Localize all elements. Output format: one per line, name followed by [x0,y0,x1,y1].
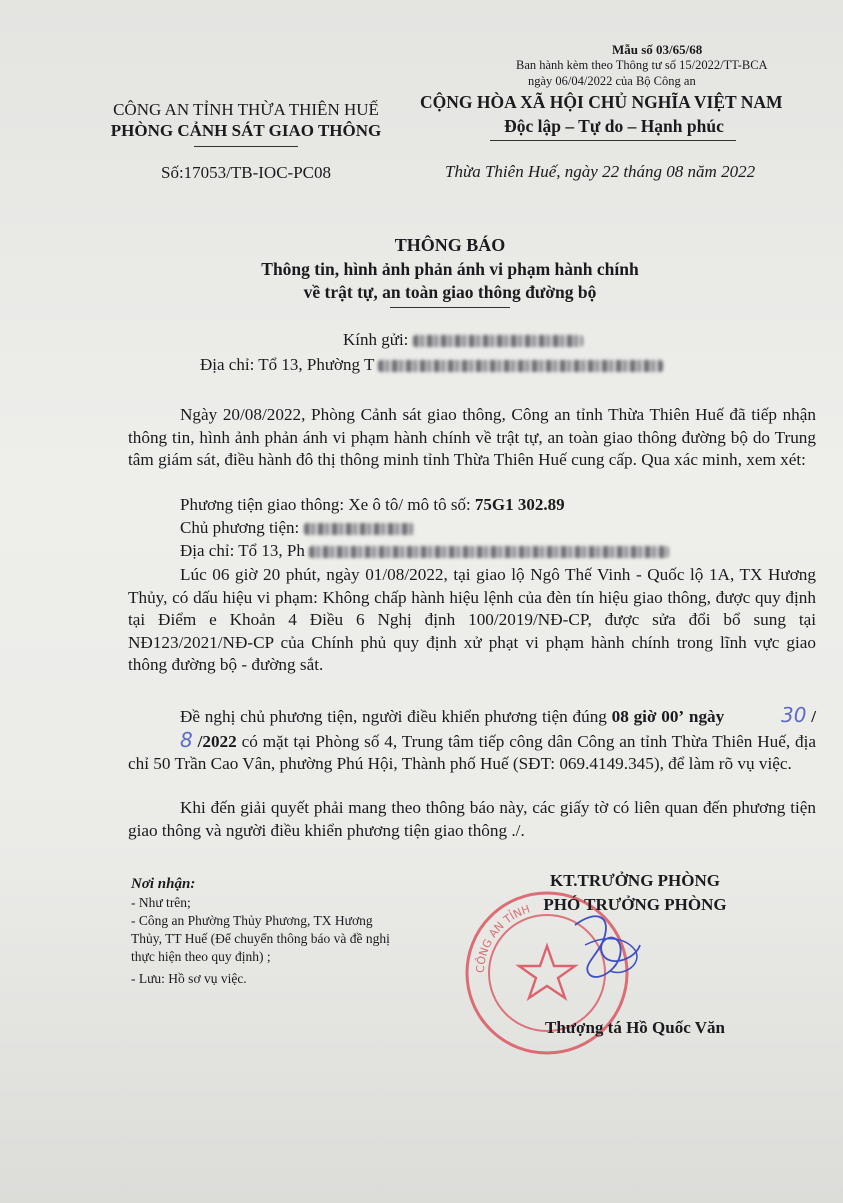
summons-separator: / [811,707,817,726]
receiver-item-1: - Như trên; [131,895,191,910]
receivers-title: Nơi nhận: [131,876,196,892]
recipient-address-line [200,355,663,375]
summons-day-handwritten: 30 [781,703,807,727]
signature-title-1: KT.TRƯỞNG PHÒNG [550,871,720,890]
receiver-item-2-line1: - Công an Phường Thủy Phương, TX Hương [131,913,373,928]
handwritten-signature [565,905,665,985]
receiver-item-2-line3: thực hiện theo quy định) ; [131,949,271,964]
owner-label: Chủ phương tiện: [180,518,300,537]
agency-dept: PHÒNG CẢNH SÁT GIAO THÔNG [110,121,382,140]
vehicle-line [180,495,565,515]
agency-parent: CÔNG AN TỈNH THỪA THIÊN HUẾ [113,100,379,119]
heading-underline [390,307,510,308]
owner-line [180,518,414,538]
notice-subtitle-1: Thông tin, hình ảnh phản ánh vi phạm hành chính [261,259,639,279]
form-number: Mẫu số 03/65/68 [612,42,703,57]
paragraph-reminder: Khi đến giải quyết phải mang theo thông báo này, các giấy tờ có liên quan đến phương tiện giao thông và người điều khiển phương tiện giao thông ./. [128,798,816,840]
national-motto: Độc lập – Tự do – Hạnh phúc [504,116,724,136]
doc-number: Số:17053/TB-IOC-PC08 [160,163,332,182]
national-title: CỘNG HÒA XÃ HỘI CHỦ NGHĨA VIỆT NAM [420,92,783,112]
redacted-recipient-address [378,360,663,372]
vehicle-label: Phương tiện giao thông: Xe ô tô/ mô tô số: [180,495,475,514]
agency-underline [194,146,298,147]
notice-subtitle-2: về trật tự, an toàn giao thông đường bộ [303,282,597,302]
form-issued-line1: Ban hành kèm theo Thông tư số 15/2022/TT-BCA [516,58,768,72]
redacted-recipient-name [413,335,583,347]
summons-year: /2022 [197,731,237,751]
owner-address-line [180,541,669,561]
recipient-address-label: Địa chỉ: Tổ 13, Phường T [200,355,375,374]
owner-address-label: Địa chỉ: Tổ 13, Ph [180,541,305,560]
place-date: Thừa Thiên Huế, ngày 22 tháng 08 năm 2022 [445,162,756,181]
signer-name: Thượng tá Hồ Quốc Văn [545,1018,725,1037]
summons-text-a: Đề nghị chủ phương tiện, người điều khiển phương tiện đúng [180,707,612,726]
summons-month-handwritten: 8 [180,727,193,752]
redacted-owner-name [304,523,414,535]
summons-time: 08 giờ 00’ [611,707,685,726]
recipient-line [343,330,583,350]
receiver-item-3: - Lưu: Hồ sơ vụ việc. [131,971,247,986]
notice-title: THÔNG BÁO [394,235,506,255]
recipient-label: Kính gửi: [343,330,409,349]
paragraph-summons [128,704,816,776]
receiver-item-2-line2: Thủy, TT Huế (Để chuyển thông báo và đề nghị [131,931,390,946]
summons-text-b: có mặt tại Phòng số 4, Trung tâm tiếp công dân Công an tỉnh Thừa Thiên Huế, địa chỉ 50 Trần Cao Vân, phường Phú Hội, Thành phố Huế (SĐT: 069.4149.345), để làm rõ vụ việc. [128,731,816,773]
redacted-owner-address [309,546,669,558]
paragraph-intro: Ngày 20/08/2022, Phòng Cảnh sát giao thông, Công an tỉnh Thừa Thiên Huế đã tiếp nhận thông tin, hình ảnh phản ánh vi phạm hành chính về trật tự, an toàn giao thông đường bộ do Trung tâm giám sát, điều hành đô thị thông minh tỉnh Thừa Thiên Huế cung cấp. Qua xác minh, xem xét: [128,405,816,469]
motto-underline [490,140,736,141]
paragraph-violation: Lúc 06 giờ 20 phút, ngày 01/08/2022, tại giao lộ Ngô Thế Vinh - Quốc lộ 1A, TX Hương Thủy, có dấu hiệu vi phạm: Không chấp hành hiệu lệnh của đèn tín hiệu giao thông, được quy định tại Điểm e Khoản 4 Điều 6 Nghị định 100/2019/NĐ-CP, được sửa đổi bổ sung tại NĐ123/2021/NĐ-CP của Chính phủ quy định xử phạt vi phạm hành chính trong lĩnh vực giao thông đường bộ - đường sắt. [128,565,816,674]
form-issued-line2: ngày 06/04/2022 của Bộ Công an [528,74,696,88]
signature-title-2: PHÓ TRƯỞNG PHÒNG [543,895,727,914]
stamp-text: CÔNG AN TỈNH [473,902,532,974]
summons-day-label: ngày [688,707,725,726]
vehicle-plate: 75G1 302.89 [474,495,565,514]
signature-svg [565,905,665,985]
